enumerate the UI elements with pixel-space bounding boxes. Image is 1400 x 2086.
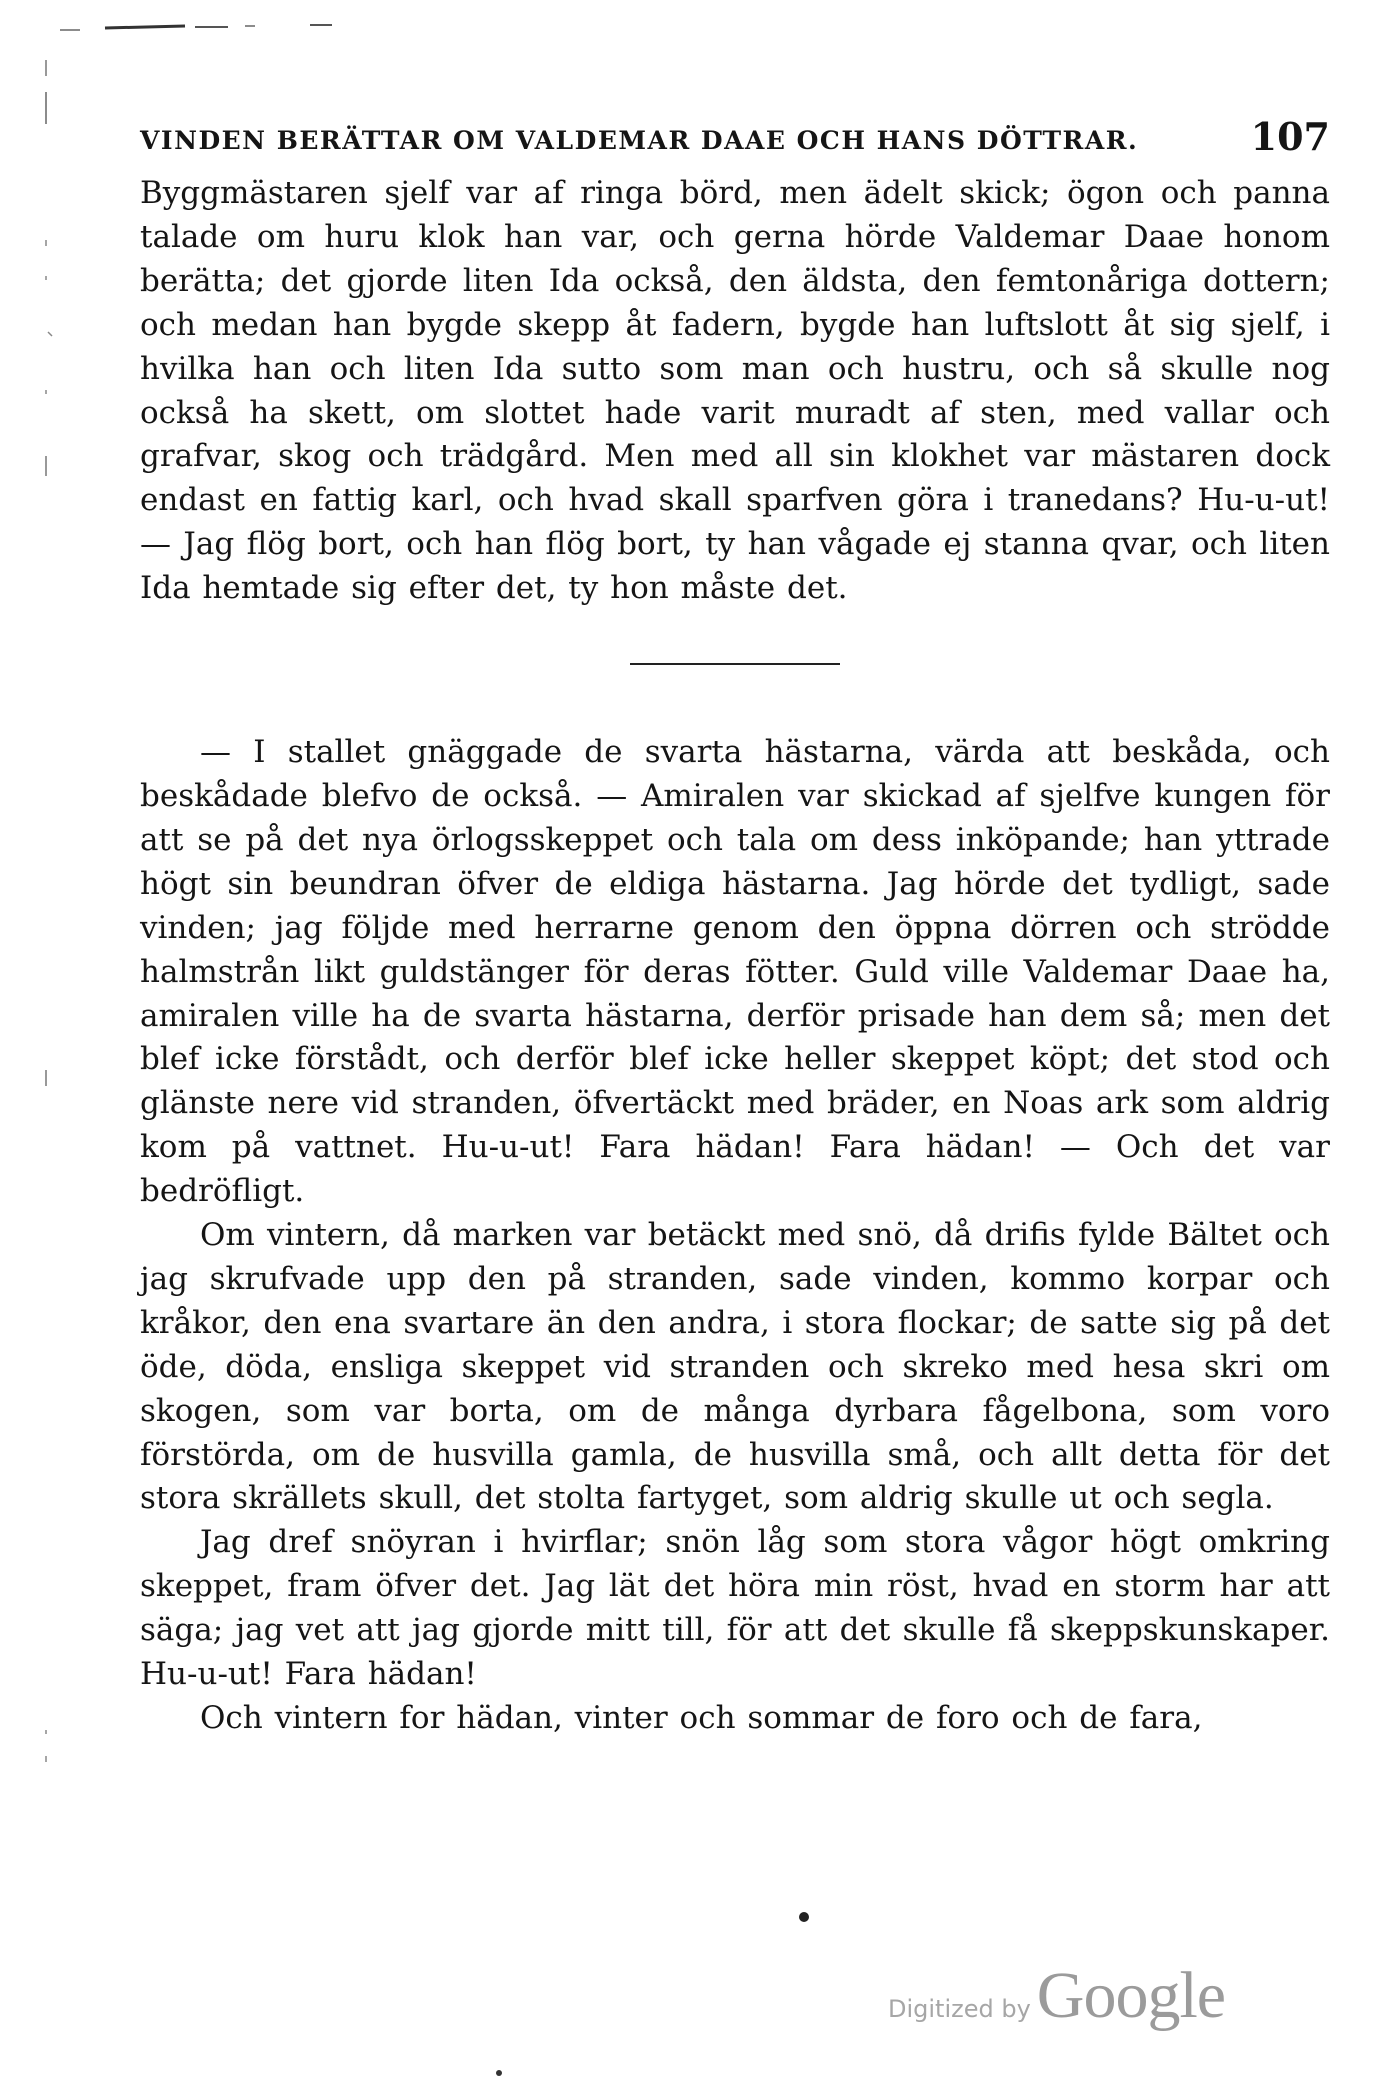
text-block-after-rule <box>140 731 1330 1741</box>
watermark-label: Digitized by <box>888 1995 1031 2023</box>
ink-speck <box>496 2070 502 2076</box>
book-page <box>140 108 1330 1741</box>
text-block-before-rule <box>140 172 1330 611</box>
paragraph: Om vintern, då marken var betäckt med snö, då drifis fylde Bältet och jag skrufvade upp den på stranden, sade vinden, kommo korpar och kråkor, den ena svartare än den andra, i stora flockar; de satte sig på det öde, döda, ensliga skeppet vid stranden och skreko med hesa skri om skogen, som var borta, om de många dyrbara fågelbona, som voro förstörda, om de husvilla gamla, de husvilla små, och allt detta för det stora skrällets skull, det stolta fartyget, som aldrig skulle ut och segla. <box>140 1217 1330 1517</box>
paragraph: — I stallet gnäggade de svarta hästarna, värda att beskåda, och beskådade blefvo de också. — Amiralen var skickad af sjelfve kungen för att se på det nya örlogsskeppet och tala om dess inköpande; han yttrade högt sin beundran öfver de eldiga hästarna. Jag hörde det tydligt, sade vinden; jag följde med herrarne genom den öppna dörren och strödde halmstrån likt guldstänger för deras fötter. Guld ville Valdemar Daae ha, amiralen ville ha de svarta hästarna, derför prisade han dem så; men det blef icke förstådt, och derför blef icke heller skeppet köpt; det stod och glänste nere vid stranden, öfvertäckt med bräder, en Noas ark som aldrig kom på vattnet. Hu-u-ut! Fara hädan! Fara hädan! — Och det var bedröfligt. <box>140 734 1330 1210</box>
page-number: 107 <box>1250 114 1330 159</box>
digitized-watermark <box>888 1958 1225 2034</box>
page-footer <box>0 1900 1400 2086</box>
scan-edge-marks <box>60 18 360 38</box>
running-head <box>140 108 1330 172</box>
running-head-title: VINDEN BERÄTTAR OM VALDEMAR DAAE OCH HANS DÖTTRAR. <box>140 126 1139 155</box>
ink-dot <box>799 1912 809 1922</box>
paragraph: Byggmästaren sjelf var af ringa börd, men ädelt skick; ögon och panna talade om huru klok han var, och gerna hörde Valdemar Daae honom berätta; det gjorde liten Ida också, den äldsta, den femtonåriga dottern; och medan han bygde skepp åt fadern, bygde han luftslott åt sig sjelf, i hvilka han och liten Ida sutto som man och hustru, och så skulle nog också ha skett, om slottet hade varit muradt af sten, med vallar och grafvar, skog och trädgård. Men med all sin klokhet var mästaren dock endast en fattig karl, och hvad skall sparfven göra i tranedans? Hu-u-ut! — Jag flög bort, och han flög bort, ty han vågade ej stanna qvar, och liten Ida hemtade sig efter det, ty hon måste det. <box>140 175 1330 607</box>
watermark-logo: Google <box>1036 1959 1226 2032</box>
margin-scan-ticks <box>40 40 60 1820</box>
paragraph: Och vintern for hädan, vinter och sommar de foro och de fara, <box>200 1700 1203 1736</box>
section-divider <box>630 663 840 665</box>
paragraph: Jag dref snöyran i hvirflar; snön låg som stora vågor högt omkring skeppet, fram öfver det. Jag lät det höra min röst, hvad en storm har att säga; jag vet att jag gjorde mitt till, för att det skulle få skeppskunskaper. Hu-u-ut! Fara hädan! <box>140 1524 1330 1693</box>
